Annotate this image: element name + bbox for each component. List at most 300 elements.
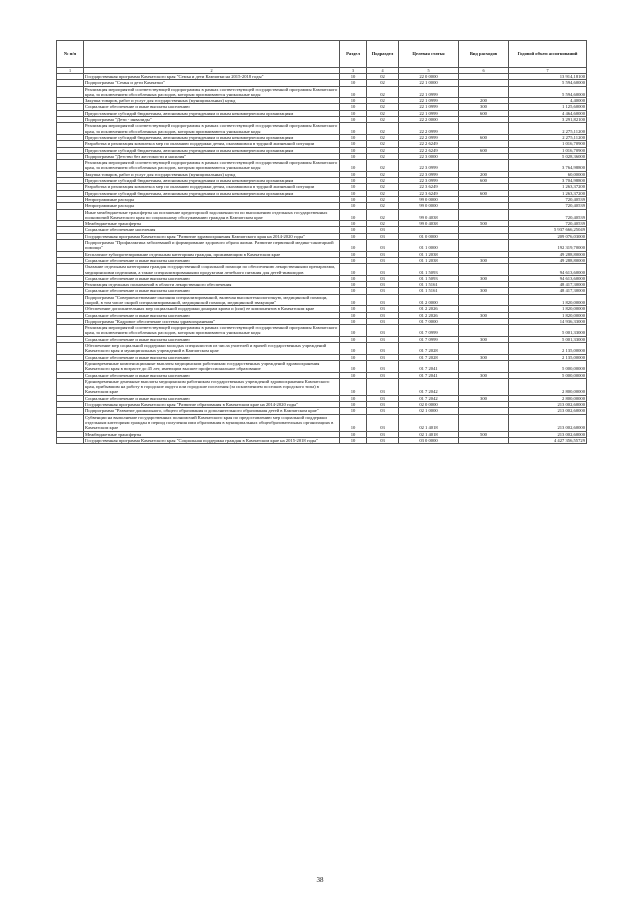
cell-amount: 213 002,60000: [509, 431, 587, 437]
header-target-article: Целевая статья: [399, 41, 459, 68]
cell-name: Подпрограмма "Кадровое обеспечение системы здравоохранения": [84, 318, 340, 324]
cell-subsection: 02: [367, 190, 399, 196]
cell-target-article: 01 2 0000: [399, 294, 459, 306]
cell-section: 10: [340, 141, 367, 147]
cell-subsection: 02: [367, 160, 399, 172]
cell-target-article: 22 3 0999: [399, 171, 459, 177]
cell-number: [57, 123, 84, 135]
cell-amount: 14 936,33000: [509, 318, 587, 324]
cell-amount: 213 002,60000: [509, 402, 587, 408]
cell-section: 10: [340, 227, 367, 233]
cell-expense-type: [459, 264, 509, 276]
cell-section: 10: [340, 178, 367, 184]
cell-expense-type: [459, 294, 509, 306]
cell-expense-type: [459, 160, 509, 172]
cell-name: Закупка товаров, работ и услуг для государственных (муниципальных) нужд: [84, 171, 340, 177]
cell-section: 10: [340, 209, 367, 221]
cell-subsection: 03: [367, 402, 399, 408]
cell-name: Социальное обеспечение и иные выплаты населению: [84, 336, 340, 342]
cell-expense-type: 200: [459, 171, 509, 177]
cell-subsection: 03: [367, 264, 399, 276]
cell-section: 10: [340, 251, 367, 257]
cell-amount: 60,00000: [509, 171, 587, 177]
cell-section: 10: [340, 294, 367, 306]
cell-name: Обеспечение дополнительных мер социальной поддержки донорам крови и (или) ее компонентов в Камчатском крае: [84, 306, 340, 312]
cell-subsection: 02: [367, 104, 399, 110]
cell-amount: 2 135,00000: [509, 343, 587, 355]
table-row: [57, 437, 587, 443]
cell-amount: 4,40000: [509, 98, 587, 104]
table-row: [57, 160, 587, 172]
cell-name: Предоставление субсидий бюджетным, автономным учреждениям и иным некоммерческим организациям: [84, 190, 340, 196]
cell-amount: 2 800,00000: [509, 395, 587, 401]
cell-section: 10: [340, 318, 367, 324]
cell-section: 10: [340, 343, 367, 355]
table-row: [57, 264, 587, 276]
cell-target-article: 22 3 0999: [399, 160, 459, 172]
cell-subsection: 02: [367, 196, 399, 202]
cell-subsection: 03: [367, 360, 399, 372]
cell-target-article: 22 2 6249: [399, 147, 459, 153]
cell-target-article: 01 1 5161: [399, 288, 459, 294]
cell-name: Непрограммные расходы: [84, 203, 340, 209]
cell-section: 10: [340, 74, 367, 80]
cell-number: [57, 414, 84, 431]
cell-amount: 2 275,11200: [509, 134, 587, 140]
cell-amount: 5 000,00000: [509, 360, 587, 372]
cell-expense-type: 500: [459, 221, 509, 227]
cell-target-article: 03 0 0000: [399, 437, 459, 443]
cell-subsection: 03: [367, 325, 399, 337]
cell-expense-type: 500: [459, 431, 509, 437]
cell-subsection: 02: [367, 178, 399, 184]
cell-amount: 209 076,03000: [509, 233, 587, 239]
cell-number: [57, 240, 84, 252]
cell-number: [57, 378, 84, 395]
cell-section: 10: [340, 354, 367, 360]
cell-subsection: 02: [367, 123, 399, 135]
cell-subsection: 02: [367, 98, 399, 104]
cell-target-article: 22 2 0999: [399, 123, 459, 135]
cell-section: 10: [340, 275, 367, 281]
cell-amount: 5 937 666,25049: [509, 227, 587, 233]
cell-expense-type: [459, 343, 509, 355]
column-index: 2: [84, 68, 340, 74]
cell-expense-type: 200: [459, 98, 509, 104]
cell-expense-type: 600: [459, 134, 509, 140]
cell-target-article: 02 1 4018: [399, 431, 459, 437]
cell-section: 10: [340, 264, 367, 276]
cell-section: 10: [340, 336, 367, 342]
cell-subsection: 02: [367, 110, 399, 116]
header-expense-type: Вид расходов: [459, 41, 509, 68]
cell-name: Реализация мероприятий соответствующей подпрограммы в рамках соответствующей государственной программы Камчатского края, за исключением обособленных расходов, которым присваиваются уникальные коды: [84, 123, 340, 135]
cell-name: Оказание отдельным категориям граждан государственной социальной помощи по обеспечению лекарственными препаратами, медицинскими изделиями, а также специализированными продуктами лечебного питания для детей-инвалидов: [84, 264, 340, 276]
cell-section: 10: [340, 117, 367, 123]
cell-name: Социальное обеспечение и иные выплаты населению: [84, 354, 340, 360]
cell-subsection: 03: [367, 233, 399, 239]
cell-number: [57, 343, 84, 355]
cell-expense-type: 300: [459, 395, 509, 401]
cell-amount: 720,40539: [509, 209, 587, 221]
cell-number: [57, 360, 84, 372]
cell-target-article: 02 1 4018: [399, 414, 459, 431]
cell-amount: 3 291,82100: [509, 117, 587, 123]
cell-target-article: 99 0 4038: [399, 221, 459, 227]
table-row: [57, 325, 587, 337]
cell-target-article: 01 1 2038: [399, 251, 459, 257]
cell-section: 10: [340, 147, 367, 153]
cell-name: Социальное обеспечение и иные выплаты населению: [84, 275, 340, 281]
cell-name: Непрограммные расходы: [84, 196, 340, 202]
cell-subsection: 02: [367, 74, 399, 80]
cell-section: 10: [340, 431, 367, 437]
table-row: [57, 378, 587, 395]
cell-amount: 3 764,98800: [509, 160, 587, 172]
cell-target-article: 22 3 6249: [399, 190, 459, 196]
header-number: № п/п: [57, 41, 84, 68]
cell-subsection: 02: [367, 221, 399, 227]
cell-amount: 2 275,11200: [509, 123, 587, 135]
table-row: [57, 343, 587, 355]
column-index: 6: [459, 68, 509, 74]
cell-subsection: 03: [367, 312, 399, 318]
cell-subsection: 02: [367, 184, 399, 190]
cell-target-article: 01 1 5161: [399, 282, 459, 288]
cell-name: Разработка и реализация комплекса мер по оказанию поддержки детям, оказавшимся в трудной жизненной ситуации: [84, 141, 340, 147]
cell-expense-type: [459, 414, 509, 431]
cell-section: 10: [340, 378, 367, 395]
cell-section: 10: [340, 196, 367, 202]
cell-target-article: 22 2 6249: [399, 141, 459, 147]
cell-name: Предоставление субсидий бюджетным, автономным учреждениям и иным некоммерческим организациям: [84, 178, 340, 184]
cell-target-article: 22 1 0000: [399, 80, 459, 86]
cell-expense-type: 300: [459, 354, 509, 360]
cell-section: 10: [340, 221, 367, 227]
cell-section: 10: [340, 414, 367, 431]
cell-section: 10: [340, 110, 367, 116]
cell-amount: 1 820,00000: [509, 306, 587, 312]
cell-name: Обеспечение мер социальной поддержки молодых специалистов из числа учителей и врачей государственных учреждений Камчатского края и муниципальных учреждений в Камчатском крае: [84, 343, 340, 355]
table-row: [57, 86, 587, 98]
cell-section: 10: [340, 325, 367, 337]
cell-section: 10: [340, 134, 367, 140]
table-row: [57, 414, 587, 431]
cell-name: Субвенции на выполнение государственных полномочий Камчатского края по предоставлению мер социальной поддержки отдельным категориям граждан в период получения ими образования в муниципальных общеобразовательных организациях в Камчатском крае: [84, 414, 340, 431]
cell-expense-type: [459, 437, 509, 443]
cell-section: 10: [340, 104, 367, 110]
cell-target-article: 22 1 0999: [399, 86, 459, 98]
cell-subsection: 03: [367, 395, 399, 401]
cell-expense-type: 300: [459, 312, 509, 318]
cell-target-article: 01 7 2028: [399, 343, 459, 355]
table-row: [57, 294, 587, 306]
cell-expense-type: [459, 86, 509, 98]
cell-name: Подпрограмма "Совершенствование оказания специализированной, включая высокотехнологичную, медицинской помощи, скорой, в том числе скорой специализированной, медицинской помощи, медицинской эвакуации": [84, 294, 340, 306]
cell-target-article: 99 0 0000: [399, 196, 459, 202]
cell-subsection: 03: [367, 378, 399, 395]
cell-number: [57, 294, 84, 306]
cell-subsection: 03: [367, 227, 399, 233]
cell-number: [57, 437, 84, 443]
cell-target-article: 22 2 0999: [399, 134, 459, 140]
cell-name: Социальное обеспечение и иные выплаты населению: [84, 372, 340, 378]
table-row: [57, 123, 587, 135]
cell-name: Единовременные денежные выплаты медицинским работникам государственных учреждений здравоохранения Камчатского края, прибывшим на работу в городские округа или городские поселения (за исключением поселков городского типа) в Камчатском крае: [84, 378, 340, 395]
cell-name: Государственная программа Камчатского края "Семья и дети Камчатки на 2015-2018 годы": [84, 74, 340, 80]
cell-target-article: 01 7 0999: [399, 325, 459, 337]
cell-target-article: 22 3 0000: [399, 153, 459, 159]
cell-number: [57, 209, 84, 221]
cell-target-article: 01 7 2042: [399, 378, 459, 395]
cell-subsection: 03: [367, 408, 399, 414]
header-subsection: Подраздел: [367, 41, 399, 68]
cell-name: Реализация отдельных полномочий в области лекарственного обеспечения: [84, 282, 340, 288]
cell-amount: 13 914,18100: [509, 74, 587, 80]
cell-amount: 1 263,37200: [509, 190, 587, 196]
cell-section: 10: [340, 184, 367, 190]
cell-expense-type: 300: [459, 257, 509, 263]
cell-target-article: 22 2 0000: [399, 117, 459, 123]
cell-name: Социальное обеспечение и иные выплаты населению: [84, 104, 340, 110]
cell-subsection: 03: [367, 318, 399, 324]
cell-section: 10: [340, 123, 367, 135]
cell-amount: 5 594,60000: [509, 86, 587, 98]
cell-expense-type: 600: [459, 178, 509, 184]
cell-target-article: 99 0 0000: [399, 203, 459, 209]
cell-amount: 720,40539: [509, 203, 587, 209]
table-body: [57, 74, 587, 444]
cell-expense-type: [459, 209, 509, 221]
cell-amount: 2 800,00000: [509, 378, 587, 395]
cell-name: Государственная программа Камчатского края "Социальная поддержка граждан в Камчатском крае на 2015-2018 годы": [84, 437, 340, 443]
cell-expense-type: [459, 360, 509, 372]
cell-subsection: 03: [367, 257, 399, 263]
cell-subsection: 03: [367, 306, 399, 312]
cell-subsection: 03: [367, 372, 399, 378]
cell-amount: 49 288,80000: [509, 257, 587, 263]
cell-section: 10: [340, 437, 367, 443]
cell-name: Предоставление субсидий бюджетным, автономным учреждениям и иным некоммерческим организациям: [84, 134, 340, 140]
cell-amount: 94 613,60000: [509, 275, 587, 281]
cell-section: 10: [340, 360, 367, 372]
budget-table: [56, 40, 587, 444]
cell-subsection: 02: [367, 86, 399, 98]
cell-name: Разработка и реализация комплекса мер по оказанию поддержки детям, оказавшимся в трудной жизненной ситуации: [84, 184, 340, 190]
cell-section: 10: [340, 98, 367, 104]
column-index: 5: [399, 68, 459, 74]
cell-target-article: 01 0 0000: [399, 233, 459, 239]
cell-subsection: 02: [367, 171, 399, 177]
cell-expense-type: 300: [459, 288, 509, 294]
header-name: [84, 41, 340, 68]
page-number: 38: [316, 876, 324, 884]
cell-subsection: 03: [367, 414, 399, 431]
cell-amount: 48 417,30000: [509, 288, 587, 294]
column-index: 1: [57, 68, 84, 74]
table-row: [57, 209, 587, 221]
cell-name: Подпрограмма "Семья и дети Камчатки": [84, 80, 340, 86]
cell-subsection: 02: [367, 80, 399, 86]
cell-section: 10: [340, 190, 367, 196]
cell-amount: 1 820,00000: [509, 294, 587, 306]
cell-name: Реализация мероприятий соответствующей подпрограммы в рамках соответствующей государственной программы Камчатского края, за исключением обособленных расходов, которым присваиваются уникальные коды: [84, 160, 340, 172]
cell-target-article: 02 0 0000: [399, 402, 459, 408]
cell-expense-type: 300: [459, 104, 509, 110]
cell-name: Бесплатное зубопротезирование отдельным категориям граждан, проживающим в Камчатском крае: [84, 251, 340, 257]
cell-target-article: 01 1 0000: [399, 240, 459, 252]
cell-amount: 720,40539: [509, 221, 587, 227]
cell-target-article: 02 1 0000: [399, 408, 459, 414]
cell-section: 10: [340, 240, 367, 252]
table-row: [57, 240, 587, 252]
cell-target-article: 99 0 4038: [399, 209, 459, 221]
cell-subsection: 03: [367, 343, 399, 355]
cell-section: 10: [340, 282, 367, 288]
header-section: Раздел: [340, 41, 367, 68]
cell-name: Государственная программа Камчатского края "Развитие здравоохранения Камчатского края на 2014-2020 годы": [84, 233, 340, 239]
cell-section: 10: [340, 160, 367, 172]
cell-target-article: 22 1 0999: [399, 110, 459, 116]
cell-amount: 1 820,00000: [509, 312, 587, 318]
cell-number: [57, 264, 84, 276]
cell-section: 10: [340, 395, 367, 401]
cell-subsection: 02: [367, 141, 399, 147]
cell-name: Закупка товаров, работ и услуг для государственных (муниципальных) нужд: [84, 98, 340, 104]
cell-section: 10: [340, 80, 367, 86]
cell-target-article: 01 1 2038: [399, 257, 459, 263]
cell-section: 10: [340, 312, 367, 318]
cell-target-article: 01 7 0999: [399, 336, 459, 342]
cell-section: 10: [340, 402, 367, 408]
cell-target-article: 01 2 2026: [399, 312, 459, 318]
cell-expense-type: 300: [459, 372, 509, 378]
cell-section: 10: [340, 306, 367, 312]
cell-name: Государственная программа Камчатского края "Развитие образования в Камчатском крае на 2014-2020 годы": [84, 402, 340, 408]
cell-target-article: 01 7 2042: [399, 395, 459, 401]
cell-name: Социальное обеспечение населения: [84, 227, 340, 233]
cell-amount: 4 464,60000: [509, 110, 587, 116]
cell-name: Подпрограмма "Профилактика заболеваний и формирование здорового образа жизни. Развитие первичной медико-санитарной помощи": [84, 240, 340, 252]
cell-subsection: 03: [367, 431, 399, 437]
cell-amount: 213 002,60000: [509, 414, 587, 431]
column-index: 7: [509, 68, 587, 74]
cell-section: 10: [340, 171, 367, 177]
cell-name: Социальное обеспечение и иные выплаты населению: [84, 312, 340, 318]
cell-amount: 4 427 356,55729: [509, 437, 587, 443]
cell-name: Межбюджетные трансферты: [84, 431, 340, 437]
cell-name: Предоставление субсидий бюджетным, автономным учреждениям и иным некоммерческим организациям: [84, 147, 340, 153]
column-index: 4: [367, 68, 399, 74]
cell-expense-type: [459, 123, 509, 135]
cell-amount: 5 001,33000: [509, 336, 587, 342]
cell-name: Реализация мероприятий соответствующей подпрограммы в рамках соответствующей государственной программы Камчатского края, за исключением обособленных расходов, которым присваиваются уникальные коды: [84, 325, 340, 337]
cell-amount: 192 319,70000: [509, 240, 587, 252]
cell-subsection: 02: [367, 203, 399, 209]
cell-subsection: 02: [367, 134, 399, 140]
cell-amount: 3 704,98800: [509, 178, 587, 184]
cell-amount: 5 000,00000: [509, 372, 587, 378]
cell-expense-type: 300: [459, 275, 509, 281]
cell-expense-type: [459, 240, 509, 252]
cell-section: 10: [340, 408, 367, 414]
cell-name: Социальное обеспечение и иные выплаты населению: [84, 257, 340, 263]
cell-subsection: 03: [367, 251, 399, 257]
cell-subsection: 02: [367, 153, 399, 159]
cell-expense-type: [459, 325, 509, 337]
cell-expense-type: 600: [459, 110, 509, 116]
cell-section: 10: [340, 288, 367, 294]
cell-amount: 1 016,70900: [509, 141, 587, 147]
cell-subsection: 03: [367, 240, 399, 252]
cell-amount: 48 417,30000: [509, 282, 587, 288]
document-page: [56, 40, 586, 444]
cell-amount: 1 263,37200: [509, 184, 587, 190]
cell-amount: 1 125,60000: [509, 104, 587, 110]
cell-subsection: 03: [367, 294, 399, 306]
cell-target-article: 22 3 0999: [399, 178, 459, 184]
cell-amount: 1 016,70900: [509, 147, 587, 153]
cell-name: Подпрограмма "Развитие дошкольного, общего образования и дополнительного образования детей в Камчатском крае": [84, 408, 340, 414]
cell-amount: 720,40539: [509, 196, 587, 202]
cell-subsection: 03: [367, 288, 399, 294]
cell-name: Предоставление субсидий бюджетным, автономным учреждениям и иным некоммерческим организациям: [84, 110, 340, 116]
cell-section: 10: [340, 153, 367, 159]
cell-section: 10: [340, 86, 367, 98]
cell-subsection: 02: [367, 117, 399, 123]
cell-amount: 5 028,36000: [509, 153, 587, 159]
cell-name: Реализация мероприятий соответствующей подпрограммы в рамках соответствующей государственной программы Камчатского края, за исключением обособленных расходов, которым присваиваются уникальные коды: [84, 86, 340, 98]
cell-target-article: 22 0 0000: [399, 74, 459, 80]
cell-target-article: 01 2 2026: [399, 306, 459, 312]
cell-target-article: 01 7 2028: [399, 354, 459, 360]
cell-subsection: 03: [367, 354, 399, 360]
cell-section: 10: [340, 203, 367, 209]
cell-expense-type: 600: [459, 147, 509, 153]
cell-amount: 5 594,60000: [509, 80, 587, 86]
cell-subsection: 02: [367, 209, 399, 221]
cell-section: 10: [340, 372, 367, 378]
cell-name: Подпрограмма "Детство без жестокости и насилия": [84, 153, 340, 159]
cell-subsection: 02: [367, 147, 399, 153]
cell-expense-type: 300: [459, 336, 509, 342]
cell-amount: 94 613,60000: [509, 264, 587, 276]
table-row: [57, 360, 587, 372]
cell-number: [57, 160, 84, 172]
cell-target-article: 01 1 5093: [399, 275, 459, 281]
cell-target-article: 22 1 0999: [399, 98, 459, 104]
cell-subsection: 03: [367, 437, 399, 443]
cell-subsection: 03: [367, 282, 399, 288]
cell-name: Социальное обеспечение и иные выплаты населению: [84, 288, 340, 294]
cell-amount: 49 288,80000: [509, 251, 587, 257]
cell-name: Подпрограмма "Дети - инвалиды": [84, 117, 340, 123]
cell-amount: 213 002,60000: [509, 408, 587, 414]
column-index: 3: [340, 68, 367, 74]
cell-expense-type: 600: [459, 190, 509, 196]
cell-expense-type: [459, 378, 509, 395]
cell-name: Единовременные компенсационные выплаты медицинским работникам государственных учреждений здравоохранения Камчатского края в возрасте до 45 лет, имеющим высшее профессиональное образование: [84, 360, 340, 372]
cell-amount: 5 001,33000: [509, 325, 587, 337]
cell-target-article: 22 1 0999: [399, 104, 459, 110]
cell-name: Социальное обеспечение и иные выплаты населению: [84, 395, 340, 401]
cell-section: 10: [340, 233, 367, 239]
cell-target-article: 01 7 2041: [399, 372, 459, 378]
cell-subsection: 03: [367, 275, 399, 281]
cell-name: Иные межбюджетные трансферты на погашение кредиторской задолженности по выполнению отдельных государственных полномочий Камчатского края по социальному обслуживанию граждан в Камчатском крае: [84, 209, 340, 221]
cell-number: [57, 325, 84, 337]
cell-target-article: 01 7 2041: [399, 360, 459, 372]
